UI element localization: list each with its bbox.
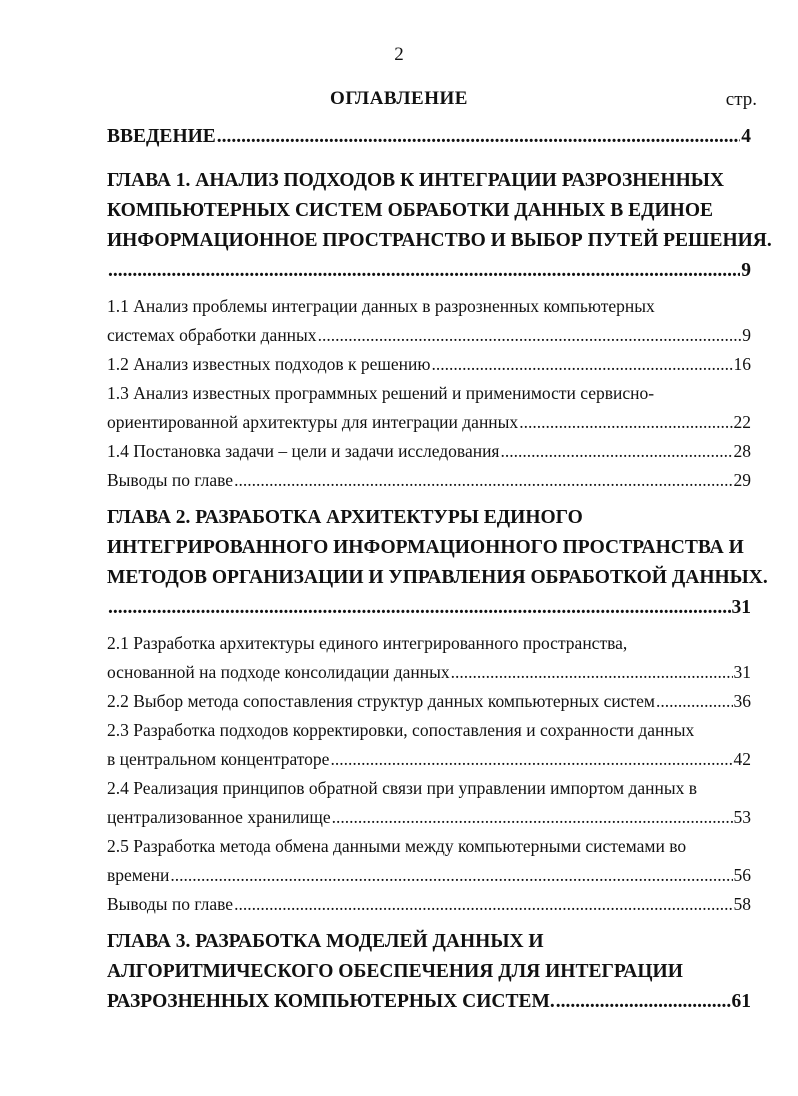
dot-leader bbox=[556, 987, 731, 1017]
toc-entry-chapter-1-conclusions[interactable] bbox=[107, 466, 751, 495]
chapter-title-line: КОМПЬЮТЕРНЫХ СИСТЕМ ОБРАБОТКИ ДАННЫХ В ЕДИНОЕ bbox=[107, 200, 714, 221]
chapter-page-line bbox=[107, 593, 751, 623]
entry-page: 61 bbox=[731, 991, 751, 1012]
chapter-title-line bbox=[107, 987, 751, 1017]
toc-entry-section-2-5[interactable] bbox=[107, 832, 751, 890]
section-title-cont: централизованное хранилище bbox=[107, 807, 331, 827]
section-title-line: 2.4 Реализация принципов обратной связи при управлении импортом данных в bbox=[107, 778, 698, 798]
dot-leader bbox=[318, 321, 742, 350]
dot-leader bbox=[217, 122, 740, 152]
dot-leader bbox=[234, 890, 732, 919]
toc-entry-chapter-2-conclusions[interactable] bbox=[107, 890, 751, 919]
chapter-title-line: ИНТЕГРИРОВАННОГО ИНФОРМАЦИОННОГО ПРОСТРАНСТВА И bbox=[107, 537, 744, 558]
toc-entry-section-2-4[interactable] bbox=[107, 774, 751, 832]
chapter-title-line: МЕТОДОВ ОРГАНИЗАЦИИ И УПРАВЛЕНИЯ ОБРАБОТКОЙ ДАННЫХ. bbox=[107, 567, 768, 588]
dot-leader bbox=[330, 745, 732, 774]
section-title-line: 1.3 Анализ известных программных решений и применимости сервисно- bbox=[107, 383, 655, 403]
dot-leader bbox=[501, 437, 733, 466]
section-title-cont: основанной на подходе консолидации данных bbox=[107, 662, 450, 682]
dot-leader bbox=[656, 687, 732, 716]
toc-entry-chapter-1[interactable] bbox=[107, 166, 772, 286]
entry-page: 22 bbox=[733, 412, 751, 432]
entry-page: 16 bbox=[733, 354, 751, 374]
toc-entry-chapter-2[interactable] bbox=[107, 503, 768, 623]
chapter-1-sections bbox=[107, 292, 751, 495]
chapter-page-line bbox=[107, 256, 751, 286]
dot-leader bbox=[451, 658, 733, 687]
entry-page: 28 bbox=[733, 441, 751, 461]
entry-page: 56 bbox=[733, 865, 751, 885]
dot-leader bbox=[519, 408, 732, 437]
toc-title: ОГЛАВЛЕНИЕ bbox=[330, 88, 468, 109]
chapter-title-line: ИНФОРМАЦИОННОЕ ПРОСТРАНСТВО И ВЫБОР ПУТЕЙ РЕШЕНИЯ. bbox=[107, 230, 772, 251]
section-title-line bbox=[107, 803, 751, 832]
dot-leader bbox=[332, 803, 733, 832]
toc-entry-introduction[interactable] bbox=[107, 122, 751, 152]
section-title-line: 2.5 Разработка метода обмена данными между компьютерными системами во bbox=[107, 836, 687, 856]
section-title: Выводы по главе bbox=[107, 470, 234, 490]
entry-page: 31 bbox=[733, 662, 751, 682]
chapter-title-cont: РАЗРОЗНЕННЫХ КОМПЬЮТЕРНЫХ СИСТЕМ. bbox=[107, 991, 555, 1012]
section-title-cont: системах обработки данных bbox=[107, 325, 317, 345]
toc-entry-section-1-4[interactable] bbox=[107, 437, 751, 466]
entry-page: 53 bbox=[733, 807, 751, 827]
toc-entry-section-1-2[interactable] bbox=[107, 350, 751, 379]
dot-leader bbox=[170, 861, 732, 890]
section-title-line bbox=[107, 745, 751, 774]
entry-page: 36 bbox=[733, 691, 751, 711]
section-title-line bbox=[107, 321, 751, 350]
section-title: 1.2 Анализ известных подходов к решению bbox=[107, 354, 431, 374]
toc-entry-section-2-1[interactable] bbox=[107, 629, 751, 687]
toc-entry-section-1-3[interactable] bbox=[107, 379, 751, 437]
section-title-line: 2.1 Разработка архитектуры единого интегрированного пространства, bbox=[107, 633, 628, 653]
section-title-cont: времени bbox=[107, 865, 170, 885]
section-title: 1.4 Постановка задачи – цели и задачи исследования bbox=[107, 441, 500, 461]
entry-page: 42 bbox=[733, 749, 751, 769]
dot-leader bbox=[234, 466, 732, 495]
entry-page: 29 bbox=[733, 470, 751, 490]
entry-page: 31 bbox=[731, 597, 751, 618]
page-column-label: стр. bbox=[725, 89, 757, 110]
section-title-line bbox=[107, 658, 751, 687]
section-title-cont: в центральном концентраторе bbox=[107, 749, 330, 769]
dot-leader bbox=[108, 256, 740, 286]
section-title-line bbox=[107, 861, 751, 890]
section-title-line bbox=[107, 408, 751, 437]
entry-page: 58 bbox=[733, 894, 751, 914]
table-of-contents bbox=[107, 122, 772, 1017]
section-title-line: 2.3 Разработка подходов корректировки, сопоставления и сохранности данных bbox=[107, 720, 695, 740]
chapter-title-line: ГЛАВА 1. АНАЛИЗ ПОДХОДОВ К ИНТЕГРАЦИИ РАЗРОЗНЕННЫХ bbox=[107, 170, 724, 191]
chapter-title-line: ГЛАВА 2. РАЗРАБОТКА АРХИТЕКТУРЫ ЕДИНОГО bbox=[107, 507, 583, 528]
section-title-line: 1.1 Анализ проблемы интеграции данных в разрозненных компьютерных bbox=[107, 296, 655, 316]
chapter-title-line: ГЛАВА 3. РАЗРАБОТКА МОДЕЛЕЙ ДАННЫХ И bbox=[107, 931, 544, 952]
chapter-2-sections bbox=[107, 629, 751, 919]
dot-leader bbox=[108, 593, 731, 623]
toc-entry-section-1-1[interactable] bbox=[107, 292, 751, 350]
entry-page: 9 bbox=[742, 325, 751, 345]
entry-page: 9 bbox=[741, 260, 751, 281]
toc-entry-section-2-2[interactable] bbox=[107, 687, 751, 716]
entry-label: ВВЕДЕНИЕ bbox=[107, 126, 216, 147]
toc-entry-chapter-3[interactable] bbox=[107, 927, 751, 1017]
entry-page: 4 bbox=[741, 126, 751, 147]
section-title-cont: ориентированной архитектуры для интеграции данных bbox=[107, 412, 519, 432]
dot-leader bbox=[431, 350, 732, 379]
section-title: 2.2 Выбор метода сопоставления структур данных компьютерных систем bbox=[107, 691, 656, 711]
page-number: 2 bbox=[394, 44, 404, 65]
section-title: Выводы по главе bbox=[107, 894, 234, 914]
chapter-title-line: АЛГОРИТМИЧЕСКОГО ОБЕСПЕЧЕНИЯ ДЛЯ ИНТЕГРАЦИИ bbox=[107, 961, 683, 982]
toc-entry-section-2-3[interactable] bbox=[107, 716, 751, 774]
